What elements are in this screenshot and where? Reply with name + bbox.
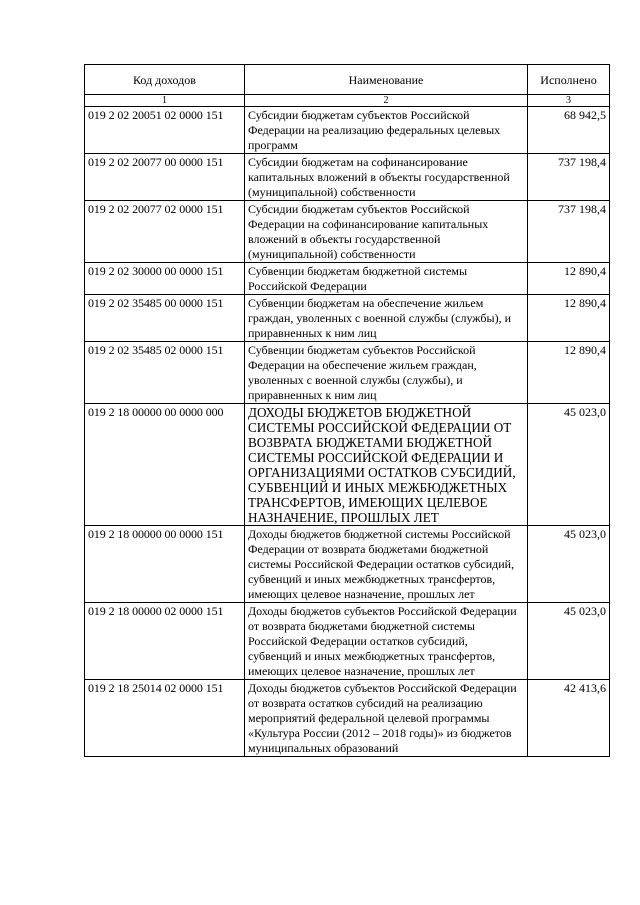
table-row [85,526,610,603]
revenue-name-cell: ДОХОДЫ БЮДЖЕТОВ БЮДЖЕТНОЙ СИСТЕМЫ РОССИЙСКОЙ ФЕДЕРАЦИИ ОТ ВОЗВРАТА БЮДЖЕТАМИ БЮДЖЕТНОЙ СИСТЕМЫ РОССИЙСКОЙ ФЕДЕРАЦИИ И ОРГАНИЗАЦИЯМИ ОСТАТКОВ СУБСИДИЙ, СУБВЕНЦИЙ И ИНЫХ МЕЖБЮДЖЕТНЫХ ТРАНСФЕРТОВ, ИМЕЮЩИХ ЦЕЛЕВОЕ НАЗНАЧЕНИЕ, ПРОШЛЫХ ЛЕТ [245,404,528,526]
executed-amount-cell: 12 890,4 [528,342,610,404]
revenue-name-cell: Субсидии бюджетам на софинансирование капитальных вложений в объекты государственной (муниципальной) собственности [245,154,528,201]
revenue-name-cell: Доходы бюджетов субъектов Российской Федерации от возврата бюджетами бюджетной системы Российской Федерации остатков субсидий, субвенций и иных межбюджетных трансфертов, имеющих целевое назначение, прошлых лет [245,603,528,680]
revenue-name-cell: Доходы бюджетов субъектов Российской Федерации от возврата остатков субсидий на реализацию мероприятий федеральной целевой программы «Культура России (2012 – 2018 годы)» из бюджетов муниципальных образований [245,680,528,757]
executed-amount-cell: 12 890,4 [528,295,610,342]
table-row [85,603,610,680]
table-row [85,342,610,404]
executed-amount-cell: 45 023,0 [528,404,610,526]
header-executed: Исполнено [528,65,610,95]
executed-amount-cell: 68 942,5 [528,107,610,154]
revenue-code-cell: 019 2 02 20077 02 0000 151 [85,201,245,263]
executed-amount-cell: 45 023,0 [528,526,610,603]
revenue-name-cell: Субвенции бюджетам на обеспечение жильем граждан, уволенных с военной службы (службы), и приравненных к ним лиц [245,295,528,342]
column-number-row [85,95,610,107]
revenue-code-cell: 019 2 18 00000 02 0000 151 [85,603,245,680]
executed-amount-cell: 45 023,0 [528,603,610,680]
revenue-code-cell: 019 2 02 30000 00 0000 151 [85,263,245,295]
table-row [85,107,610,154]
executed-amount-cell: 737 198,4 [528,201,610,263]
column-number: 1 [85,95,245,107]
table-row [85,263,610,295]
revenue-name-cell: Субвенции бюджетам субъектов Российской Федерации на обеспечение жильем граждан, уволенных с военной службы (службы), и приравненных к ним лиц [245,342,528,404]
revenue-name-cell: Субсидии бюджетам субъектов Российской Федерации на софинансирование капитальных вложений в объекты государственной (муниципальной) собственности [245,201,528,263]
table-row [85,680,610,757]
revenue-code-cell: 019 2 02 20051 02 0000 151 [85,107,245,154]
header-row [85,65,610,95]
header-name: Наименование [245,65,528,95]
executed-amount-cell: 12 890,4 [528,263,610,295]
revenue-code-cell: 019 2 18 00000 00 0000 151 [85,526,245,603]
revenue-code-cell: 019 2 02 35485 00 0000 151 [85,295,245,342]
revenue-code-cell: 019 2 18 25014 02 0000 151 [85,680,245,757]
table-row [85,404,610,526]
table-row [85,295,610,342]
revenue-name-cell: Доходы бюджетов бюджетной системы Российской Федерации от возврата бюджетами бюджетной системы Российской Федерации остатков субсидий, субвенций и иных межбюджетных трансфертов, имеющих целевое назначение, прошлых лет [245,526,528,603]
executed-amount-cell: 42 413,6 [528,680,610,757]
revenue-code-cell: 019 2 02 35485 02 0000 151 [85,342,245,404]
executed-amount-cell: 737 198,4 [528,154,610,201]
table-row [85,201,610,263]
revenue-code-cell: 019 2 18 00000 00 0000 000 [85,404,245,526]
revenue-name-cell: Субвенции бюджетам бюджетной системы Российской Федерации [245,263,528,295]
column-number: 2 [245,95,528,107]
column-number: 3 [528,95,610,107]
revenue-code-cell: 019 2 02 20077 00 0000 151 [85,154,245,201]
revenue-table [84,64,610,757]
header-code: Код доходов [85,65,245,95]
revenue-name-cell: Субсидии бюджетам субъектов Российской Федерации на реализацию федеральных целевых программ [245,107,528,154]
table-row [85,154,610,201]
